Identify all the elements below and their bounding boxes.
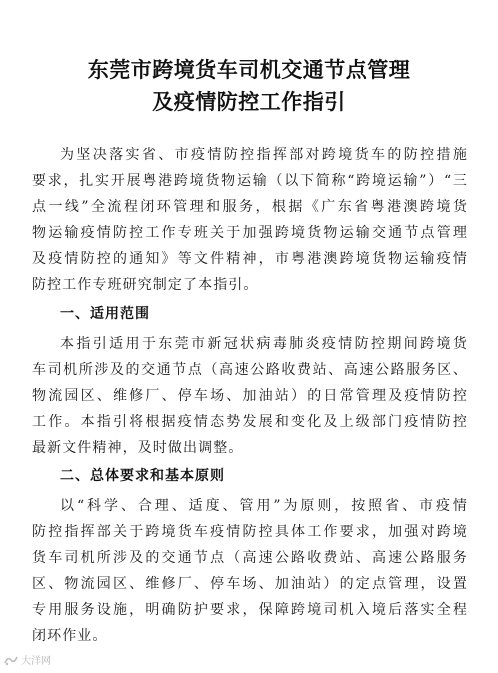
- section2-line-2: 防控指挥部关于跨境货车疫情防控具体工作要求，加强对跨境: [32, 524, 468, 540]
- intro-line-6: 防控工作专班研究制定了本指引。: [32, 277, 259, 293]
- intro-line-5: 及疫情防控的通知》等文件精神，市粤港澳跨境货物运输疫情: [32, 251, 468, 267]
- section1-line-4: 工作。本指引将根据疫情态势发展和变化及上级部门疫情防控: [32, 414, 468, 430]
- intro-line-3: 点一线”全流程闭环管理和服务，根据《广东省粤港澳跨境货: [32, 199, 468, 215]
- section2-line-4: 区、物流园区、维修厂、停车场、加油站）的定点管理，设置: [32, 576, 468, 592]
- document-title-line2: 及疫情防控工作指引: [152, 90, 346, 114]
- section1-heading: 一、适用范围: [60, 306, 150, 322]
- section2-line-3: 货车司机所涉及的交通节点（高速公路收费站、高速公路服务: [32, 550, 468, 566]
- section1-line-1: 本指引适用于东莞市新冠状病毒肺炎疫情防控期间跨境货: [60, 336, 468, 352]
- section2-heading: 二、总体要求和基本原则: [60, 468, 225, 484]
- document-title-line1: 东莞市跨境货车司机交通节点管理: [87, 58, 411, 82]
- intro-line-1: 为坚决落实省、市疫情防控指挥部对跨境货车的防控措施: [60, 147, 468, 163]
- watermark-logo-icon: [4, 654, 18, 666]
- section1-line-5: 最新文件精神，及时做出调整。: [32, 440, 244, 456]
- intro-line-2: 要求，扎实开展粤港跨境货物运输（以下简称“跨境运输”）“三: [32, 173, 468, 189]
- section2-line-1: 以“科学、合理、适度、管用”为原则，按照省、市疫情: [60, 498, 468, 514]
- section1-line-3: 物流园区、维修厂、停车场、加油站）的日常管理及疫情防控: [32, 388, 468, 404]
- section2-line-5: 专用服务设施，明确防护要求，保障跨境司机入境后落实全程: [32, 602, 468, 618]
- section1-line-2: 车司机所涉及的交通节点（高速公路收费站、高速公路服务区、: [32, 362, 468, 378]
- watermark: [4, 652, 51, 667]
- watermark-text: 大洋网: [21, 656, 51, 667]
- intro-line-4: 物运输疫情防控工作专班关于加强跨境货物运输交通节点管理: [32, 225, 468, 241]
- section2-line-6: 闭环作业。: [32, 628, 108, 644]
